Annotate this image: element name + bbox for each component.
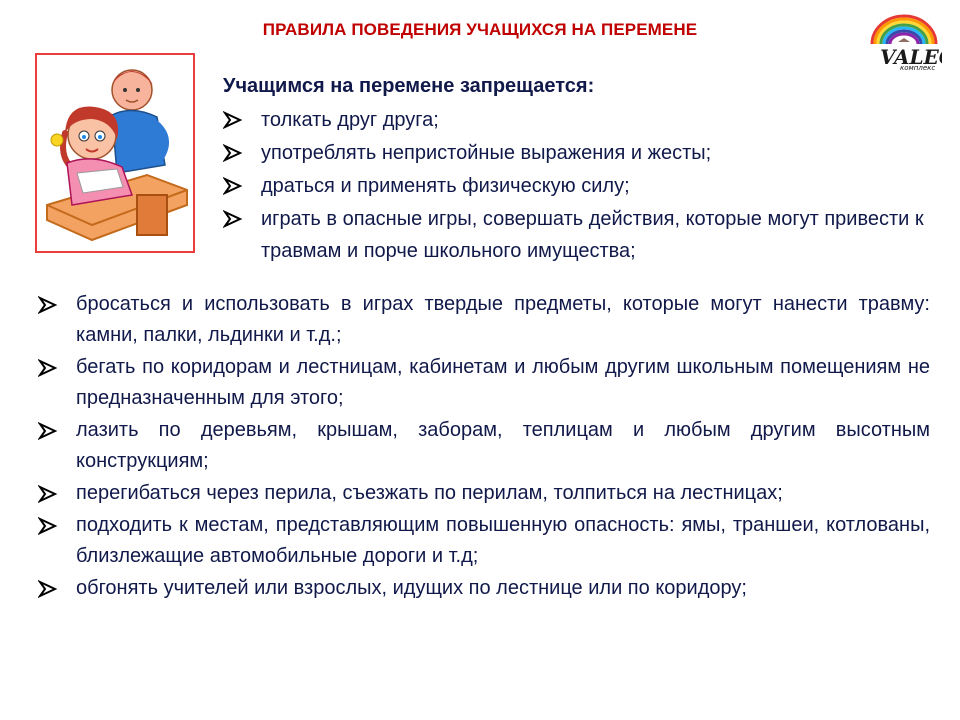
list-item bbox=[38, 510, 930, 572]
list-item-text: играть в опасные игры, совершать действия, которые могут привести к травмам и порче школьного имущества; bbox=[261, 208, 924, 262]
list-item-text: бегать по коридорам и лестницам, кабинетам и любым другим школьным помещениям не предназначенным для этого; bbox=[76, 356, 930, 409]
list-item-text: употреблять непристойные выражения и жесты; bbox=[261, 142, 712, 164]
page-title: ПРАВИЛА ПОВЕДЕНИЯ УЧАЩИХСЯ НА ПЕРЕМЕНЕ bbox=[262, 20, 698, 39]
check-arrow-icon bbox=[223, 176, 243, 196]
rules-list bbox=[38, 289, 930, 604]
list-item-text: перегибаться через перила, съезжать по перилам, толпиться на лестницах; bbox=[76, 482, 783, 504]
list-item-text: драться и применять физическую силу; bbox=[261, 175, 630, 197]
check-arrow-icon bbox=[38, 358, 58, 378]
check-arrow-icon bbox=[38, 579, 58, 599]
valeo-logo bbox=[866, 8, 942, 72]
logo-sub: комплекс bbox=[900, 64, 936, 72]
list-item bbox=[223, 137, 943, 169]
list-item-text: бросаться и использовать в играх твердые предметы, которые могут нанести травму: камни, палки, льдинки и т.д.; bbox=[76, 293, 930, 346]
list-item bbox=[38, 289, 930, 351]
list-item bbox=[38, 415, 930, 477]
list-item bbox=[223, 104, 943, 136]
list-item bbox=[38, 573, 930, 604]
check-arrow-icon bbox=[223, 209, 243, 229]
check-arrow-icon bbox=[38, 421, 58, 441]
logo-brand: VALE bbox=[880, 45, 939, 69]
intro-block bbox=[223, 73, 943, 268]
check-arrow-icon bbox=[223, 110, 243, 130]
check-arrow-icon bbox=[38, 516, 58, 536]
list-item-text: обгонять учителей или взрослых, идущих по лестнице или по коридору; bbox=[76, 577, 747, 599]
intro-heading: Учащимся на перемене запрещается: bbox=[223, 75, 595, 97]
list-item-text: лазить по деревьям, крышам, заборам, теплицам и любым другим высотным конструкциям; bbox=[76, 419, 930, 472]
rules-block bbox=[38, 289, 930, 605]
intro-list bbox=[223, 104, 943, 267]
list-item bbox=[223, 170, 943, 202]
list-item bbox=[38, 352, 930, 414]
list-item bbox=[223, 203, 943, 267]
list-item-text: подходить к местам, представляющим повышенную опасность: ямы, траншеи, котлованы, близлежащие автомобильные дороги и т.д; bbox=[76, 514, 930, 567]
children-at-desk-illustration bbox=[35, 53, 195, 253]
list-item bbox=[38, 478, 930, 509]
check-arrow-icon bbox=[38, 295, 58, 315]
check-arrow-icon bbox=[38, 484, 58, 504]
check-arrow-icon bbox=[223, 143, 243, 163]
list-item-text: толкать друг друга; bbox=[261, 109, 439, 131]
